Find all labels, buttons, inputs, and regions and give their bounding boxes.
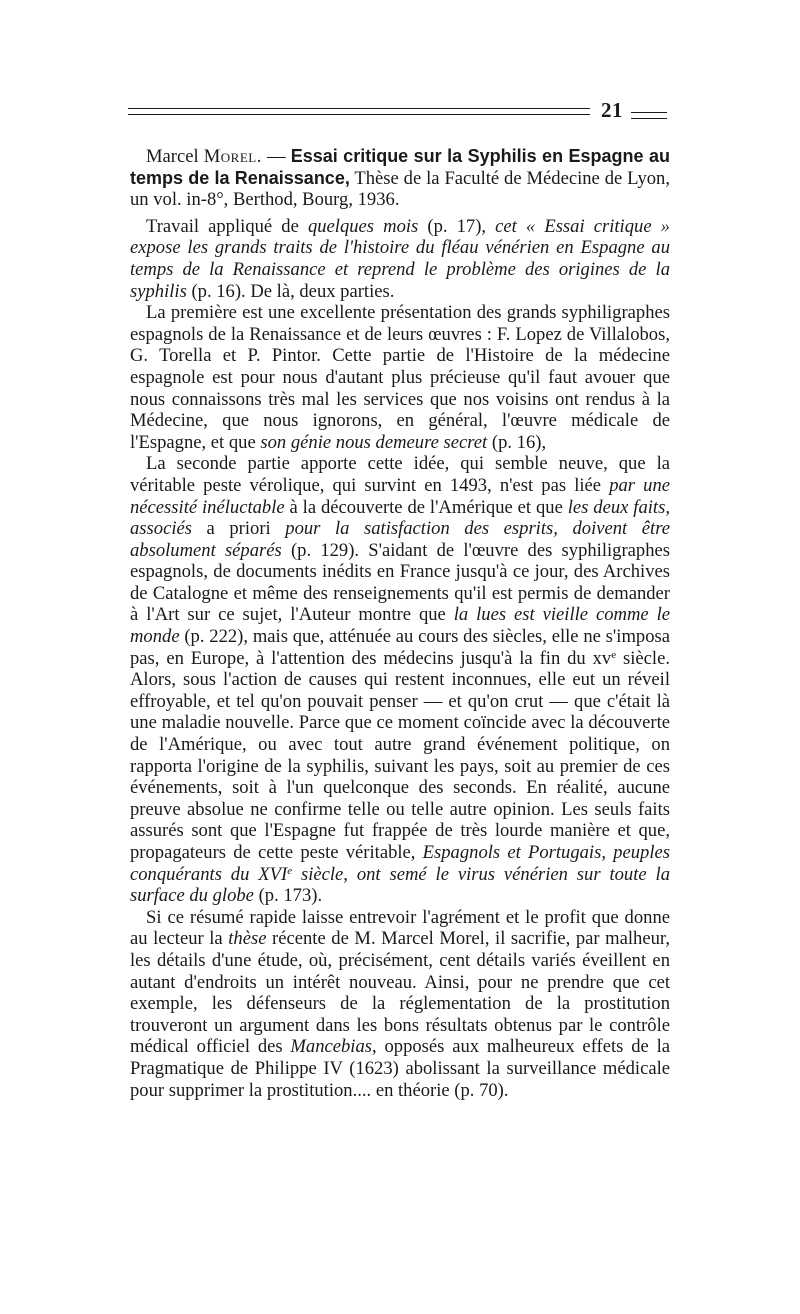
paragraph-4: [130, 907, 670, 1101]
text-run: récente de M. Marcel Morel, il sacrifie, par malheur, les détails d'une étude, où, précisément, cent détails variés éveillent en autant d'endroits un intérêt nouveau. Ainsi, pour ne prendre que cet exemple, les défenseurs de la réglementation de la prostitution trouveront un argument dans les bons résultats obtenus par le contrôle médical officiel des: [130, 928, 670, 1058]
italic-run: quelques mois: [307, 215, 419, 237]
paragraph-1: [130, 216, 670, 302]
author-last-name: Morel.: [203, 146, 262, 167]
italic-run: la lues est vieille comme le monde: [130, 604, 670, 648]
superscript: e: [611, 648, 617, 661]
page-number: 21: [601, 98, 623, 122]
text-run: (p. 16). De là, deux parties.: [186, 280, 395, 302]
paragraph-3: [130, 453, 670, 906]
page-body: [130, 146, 670, 1101]
author-first-name: Marcel: [146, 146, 199, 167]
italic-run: Mancebias: [290, 1036, 373, 1058]
text-run: La première est une excellente présentation des grands syphiligraphes espagnols de la Renaissance et de leurs œuvres : F. Lopez de Villalobos, G. Torella et P. Pintor. Cette partie de l'Histoire de la médecine espagnole est pour nous d'autant plus précieuse qu'il faut avouer que nous connaissons très mal les services que nos voisins ont rendus à la Médecine, que nous ignorons, en général, l'œuvre médicale de l'Espagne, et que: [130, 302, 670, 453]
text-run: (p. 222), mais que, atténuée au cours des siècles, elle ne s'imposa pas, en Europe, à l'attention des médecins jusqu'à la fin du xv: [130, 626, 670, 669]
paragraph-2: [130, 302, 670, 453]
text-run: (p. 173).: [253, 885, 323, 907]
italic-run: cet « Essai critique » expose les grands traits de l'histoire du fléau vénérien en Espagne au temps de la Renaissance et reprend le problème des origines de la syphilis: [130, 215, 670, 302]
header-double-rule-left: [128, 108, 590, 115]
italic-run: par une nécessité inéluctable: [130, 474, 670, 518]
publication-details: Thèse de la Faculté de Médecine de Lyon, un vol. in-8°, Berthod, Bourg, 1936.: [130, 167, 671, 211]
italic-run: Espagnols et Portugais, peuples conquérants du XVI: [130, 842, 671, 885]
italic-run: pour la satisfaction des esprits, doivent être absolument séparés: [130, 518, 670, 561]
text-run: (p. 16),: [487, 431, 547, 453]
italic-run: thèse: [228, 928, 267, 950]
text-run: , opposés aux malheureux effets de la Pragmatique de Philippe IV (1623) abolissant la surveillance médicale pour supprimer la prostitution.... en théorie (p. 70).: [130, 1036, 670, 1101]
text-run: La seconde partie apporte cette idée, qui semble neuve, que la véritable peste vérolique, qui survint en 1493, n'est pas liée: [130, 453, 670, 496]
book-title: Essai critique sur la Syphilis en Espagne au temps de la Renaissance,: [130, 146, 670, 188]
italic-run: siècle, ont semé le virus vénérien sur toute la surface du globe: [130, 863, 670, 907]
text-run: (p. 17),: [418, 215, 496, 237]
superscript: e: [287, 864, 293, 877]
text-run: Si ce résumé rapide laisse entrevoir l'agrément et le profit que donne au lecteur la: [130, 906, 670, 950]
header-double-rule-right: [631, 112, 667, 119]
page-header: [128, 98, 668, 128]
text-run: a priori: [191, 518, 286, 540]
text-run: à la découverte de l'Amérique et que: [284, 496, 568, 518]
reference-dash: —: [261, 146, 291, 167]
text-run: Travail appliqué de: [146, 215, 308, 237]
italic-run: son génie nous demeure secret: [260, 431, 488, 453]
bibliographic-reference: [130, 146, 670, 211]
text-run: (p. 129). S'aidant de l'œuvre des syphiligraphes espagnols, de documents inédits en France jusqu'à ce jour, des Archives de Catalogne et même des renseignements qu'il est permis de demander à l'Art sur ce sujet, l'Auteur montre que: [130, 539, 670, 626]
text-run: siècle. Alors, sous l'action de causes qui restent inconnues, elle eut un réveil effroyable, et tel qu'on pouvait penser — et qu'on crut — que c'était là une maladie nouvelle. Parce que ce moment coïncide avec la découverte de l'Amérique, ou avec tout autre grand événement politique, on rapporta l'origine de la syphilis, suivant les pays, soit au premier de ces événements, soit à l'un quelconque des seconds. En réalité, aucune preuve absolue ne confirme telle ou telle autre opinion. Les seuls faits assurés sont que l'Espagne fut frappée de très lourde manière et que, propagateurs de cette peste véritable,: [130, 647, 671, 863]
italic-run: les deux faits, associés: [130, 496, 670, 540]
